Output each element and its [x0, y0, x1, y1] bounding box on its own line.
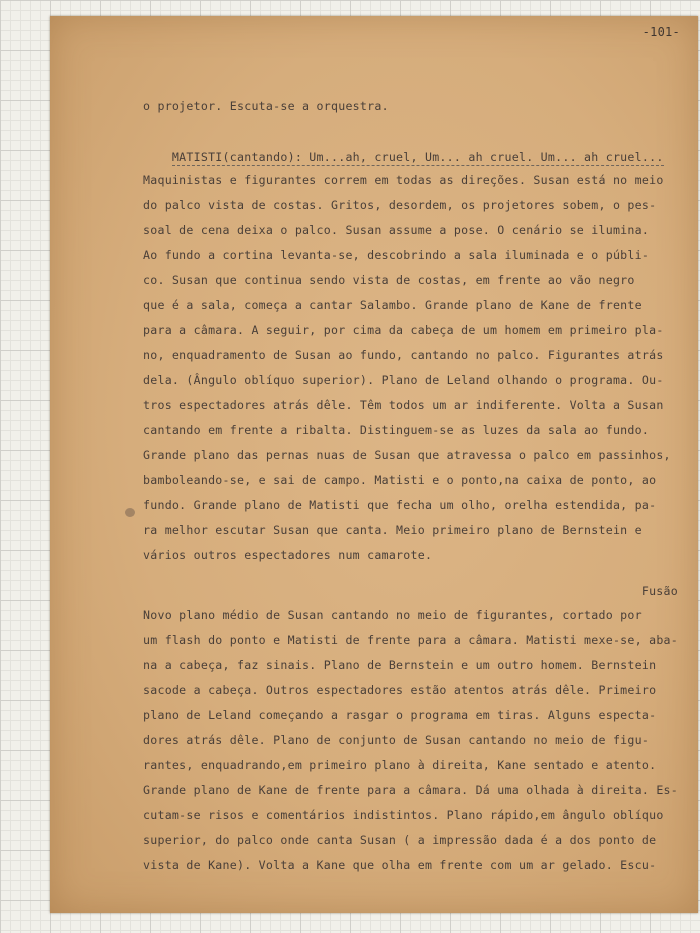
text-line: dela. (Ângulo oblíquo superior). Plano de Leland olhando o programa. Ou-	[143, 373, 664, 387]
text-line: Grande plano das pernas nuas de Susan que atravessa o palco em passinhos,	[143, 448, 671, 462]
text-line: para a câmara. A seguir, por cima da cabeça de um homem em primeiro pla-	[143, 323, 664, 337]
page-number: -101-	[642, 25, 680, 39]
paper-stain	[125, 508, 135, 517]
transition-label: Fusão	[641, 584, 678, 598]
text-line: no, enquadramento de Susan ao fundo, cantando no palco. Figurantes atrás	[143, 348, 664, 362]
text-line: um flash do ponto e Matisti de frente para a câmara. Matisti mexe-se, aba-	[143, 633, 679, 647]
text-line: superior, do palco onde canta Susan ( a impressão dada é a dos ponto de	[143, 833, 657, 847]
text-line: sacode a cabeça. Outros espectadores estão atentos atrás dêle. Primeiro	[143, 683, 657, 697]
text-line: ra melhor escutar Susan que canta. Meio primeiro plano de Bernstein e	[143, 523, 642, 537]
text-line: que é a sala, começa a cantar Salambo. Grande plano de Kane de frente	[143, 298, 642, 312]
text-line: plano de Leland começando a rasgar o programa em tiras. Alguns especta-	[143, 708, 657, 722]
text-line: rantes, enquadrando,em primeiro plano à direita, Kane sentado e atento.	[143, 758, 657, 772]
intro-line: o projetor. Escuta-se a orquestra.	[143, 99, 389, 113]
text-line: cutam-se risos e comentários indistintos. Plano rápido,em ângulo oblíquo	[143, 808, 664, 822]
text-line: co. Susan que continua sendo vista de costas, em frente ao vão negro	[143, 273, 635, 287]
text-line: Grande plano de Kane de frente para a câmara. Dá uma olhada à direita. Es-	[143, 783, 679, 797]
text-line: tros espectadores atrás dêle. Têm todos um ar indiferente. Volta a Susan	[143, 398, 664, 412]
text-line: bamboleando-se, e sai de campo. Matisti e o ponto,na caixa de ponto, ao	[143, 473, 657, 487]
typewritten-page	[50, 16, 698, 913]
text-line: Maquinistas e figurantes correm em todas as direções. Susan está no meio	[143, 173, 664, 187]
text-line: fundo. Grande plano de Matisti que fecha um olho, orelha estendida, pa-	[143, 498, 657, 512]
text-line: vários outros espectadores num camarote.	[143, 548, 433, 562]
text-line: Novo plano médio de Susan cantando no meio de figurantes, cortado por	[143, 608, 642, 622]
text-line: vista de Kane). Volta a Kane que olha em frente com um ar gelado. Escu-	[143, 858, 657, 872]
text-line: do palco vista de costas. Gritos, desordem, os projetores sobem, o pes-	[143, 198, 657, 212]
dialogue-text: MATISTI(cantando): Um...ah, cruel, Um... ah cruel. Um... ah cruel...	[171, 150, 664, 164]
text-line: dores atrás dêle. Plano de conjunto de Susan cantando no meio de figu-	[143, 733, 650, 747]
text-line: Ao fundo a cortina levanta-se, descobrindo a sala iluminada e o públi-	[143, 248, 650, 262]
dialogue-line	[143, 136, 664, 178]
text-line: cantando em frente a ribalta. Distinguem-se as luzes da sala ao fundo.	[143, 423, 650, 437]
text-line: na a cabeça, faz sinais. Plano de Bernstein e um outro homem. Bernstein	[143, 658, 657, 672]
text-line: soal de cena deixa o palco. Susan assume a pose. O cenário se ilumina.	[143, 223, 650, 237]
